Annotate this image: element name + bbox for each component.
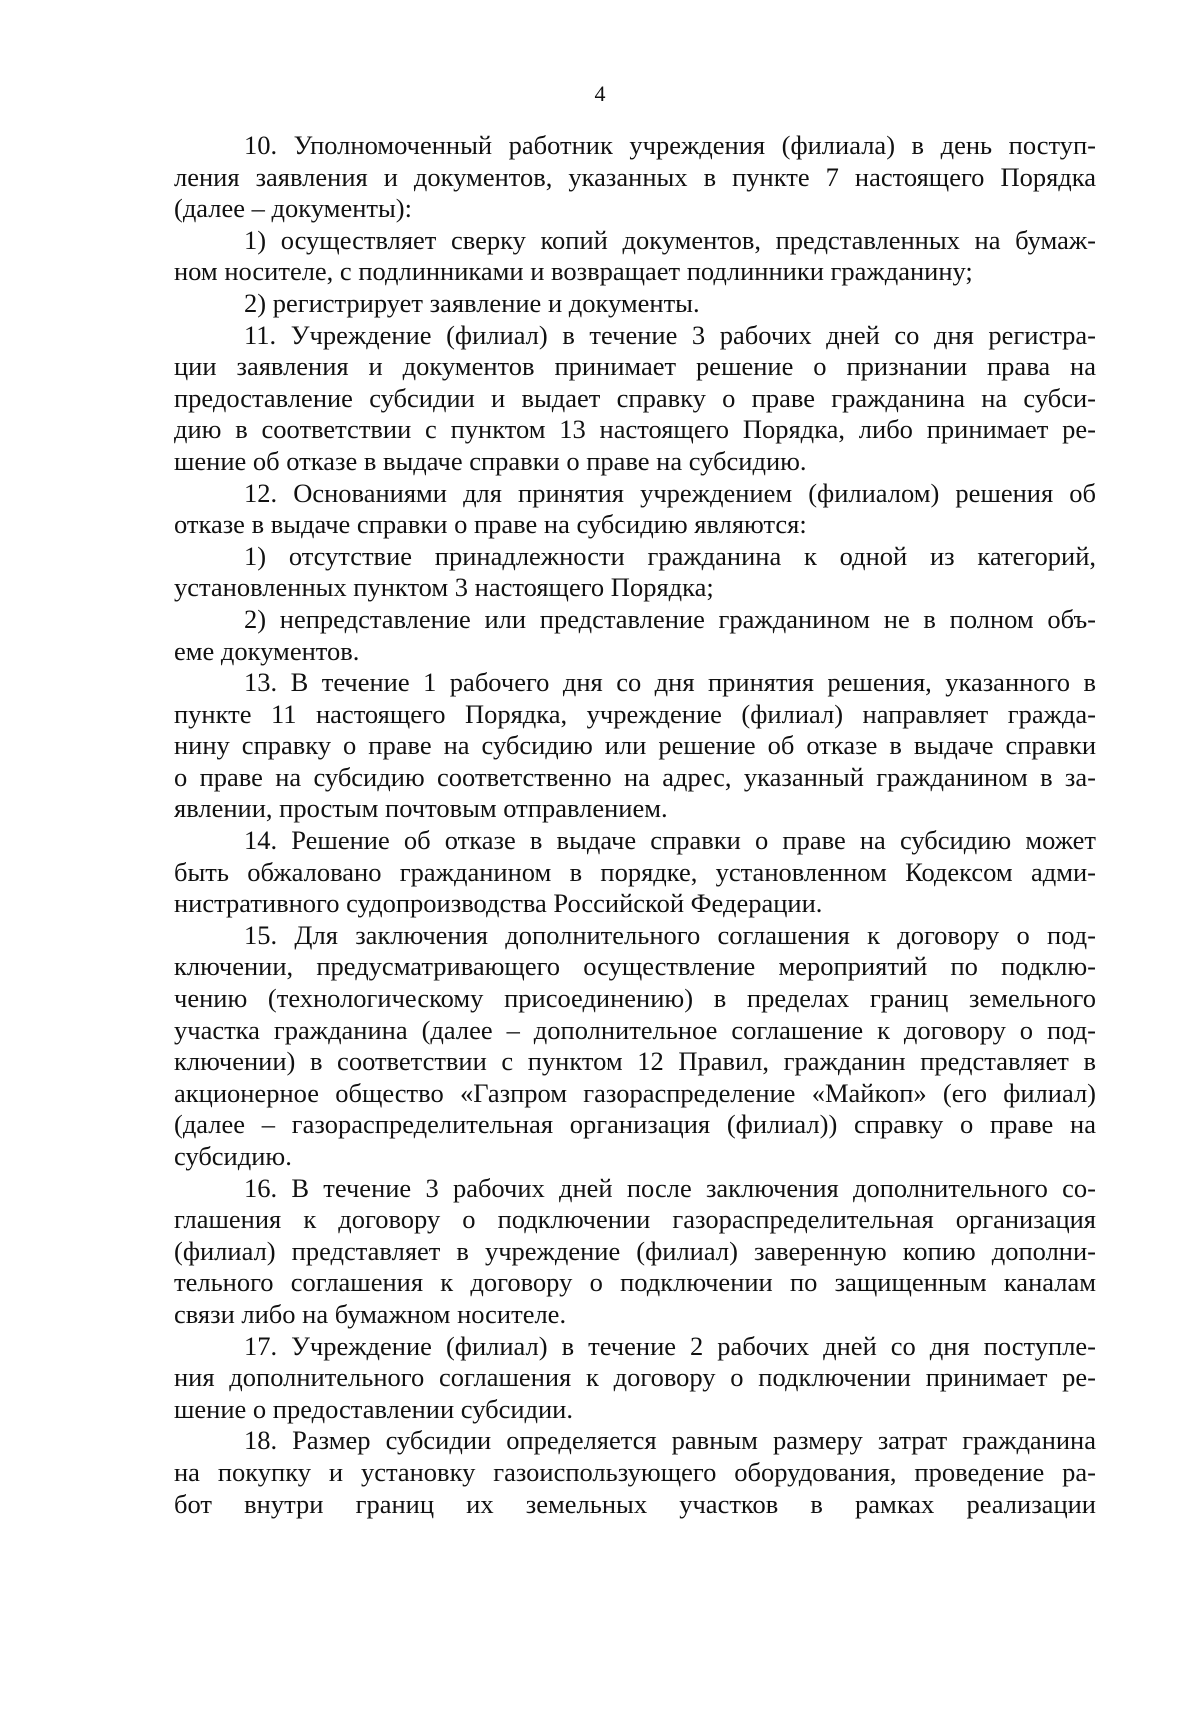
- text-line: 10. Уполномоченный работник учреждения (филиала) в день поступ-: [244, 130, 1096, 160]
- text-line: (далее – документы):: [174, 193, 412, 224]
- text-line: 15. Для заключения дополнительного соглашения к договору о под-: [244, 919, 1096, 950]
- text-line: ключении, предусматривающего осуществление мероприятий по подклю-: [174, 951, 1096, 982]
- text-line: установленных пунктом 3 настоящего Порядка;: [174, 572, 714, 603]
- text-line: (далее – газораспределительная организация (филиал)) справку о праве на: [174, 1109, 1096, 1140]
- text-line: дию в соответствии с пунктом 13 настоящего Порядка, либо принимает ре-: [174, 414, 1096, 445]
- text-line: тельного соглашения к договору о подключении по защищенным каналам: [174, 1267, 1096, 1298]
- text-line: 16. В течение 3 рабочих дней после заключения дополнительного со-: [244, 1172, 1096, 1203]
- text-line: нистративного судопроизводства Российской Федерации.: [174, 888, 823, 919]
- text-line: ном носителе, с подлинниками и возвращает подлинники гражданину;: [174, 256, 973, 287]
- text-line: ния дополнительного соглашения к договору о подключении принимает ре-: [174, 1362, 1096, 1393]
- text-line: 17. Учреждение (филиал) в течение 2 рабочих дней со дня поступле-: [244, 1330, 1096, 1361]
- text-line: отказе в выдаче справки о праве на субсидию являются:: [174, 509, 807, 540]
- text-line: шение о предоставлении субсидии.: [174, 1393, 573, 1424]
- text-line: на покупку и установку газоиспользующего оборудования, проведение ра-: [174, 1456, 1096, 1487]
- text-line: связи либо на бумажном носителе.: [174, 1298, 567, 1329]
- text-line: 2) регистрирует заявление и документы.: [244, 287, 700, 318]
- text-line: (филиал) представляет в учреждение (филиал) заверенную копию дополни-: [174, 1235, 1096, 1266]
- text-line: еме документов.: [174, 635, 360, 666]
- text-line: явлении, простым почтовым отправлением.: [174, 793, 668, 824]
- text-line: о праве на субсидию соответственно на адрес, указанный гражданином в за-: [174, 761, 1096, 792]
- text-line: 13. В течение 1 рабочего дня со дня принятия решения, указанного в: [244, 667, 1096, 698]
- text-line: акционерное общество «Газпром газораспределение «Майкоп» (его филиал): [174, 1077, 1096, 1108]
- text-line: нину справку о праве на субсидию или решение об отказе в выдаче справки: [174, 730, 1096, 761]
- text-line: субсидию.: [174, 1141, 292, 1171]
- text-line: чению (технологическому присоединению) в пределах границ земельного: [174, 983, 1096, 1014]
- text-line: быть обжаловано гражданином в порядке, установленном Кодексом адми-: [174, 856, 1096, 887]
- text-line: 14. Решение об отказе в выдаче справки о праве на субсидию может: [244, 825, 1096, 856]
- text-line: ления заявления и документов, указанных в пункте 7 настоящего Порядка: [174, 161, 1096, 192]
- text-line: 1) осуществляет сверку копий документов, представленных на бумаж-: [244, 224, 1096, 255]
- text-line: ции заявления и документов принимает решение о признании права на: [174, 351, 1096, 382]
- text-line: предоставление субсидии и выдает справку о праве гражданина на субси-: [174, 382, 1096, 413]
- text-line: участка гражданина (далее – дополнительное соглашение к договору о под-: [174, 1014, 1096, 1045]
- text-line: бот внутри границ их земельных участков в рамках реализации: [174, 1488, 1096, 1519]
- text-line: глашения к договору о подключении газораспределительная организация: [174, 1204, 1096, 1235]
- text-line: 11. Учреждение (филиал) в течение 3 рабочих дней со дня регистра-: [244, 319, 1096, 350]
- text-line: 18. Размер субсидии определяется равным размеру затрат гражданина: [244, 1425, 1096, 1456]
- text-line: 12. Основаниями для принятия учреждением (филиалом) решения об: [244, 477, 1096, 508]
- text-line: шение об отказе в выдаче справки о праве на субсидию.: [174, 445, 807, 476]
- document-body: [174, 130, 1096, 1520]
- text-line: 2) непредставление или представление гражданином не в полном объ-: [244, 603, 1096, 634]
- text-line: 1) отсутствие принадлежности гражданина к одной из категорий,: [244, 540, 1096, 571]
- page-number: 4: [594, 81, 606, 106]
- text-line: ключении) в соответствии с пунктом 12 Правил, гражданин представляет в: [174, 1046, 1096, 1077]
- text-line: пункте 11 настоящего Порядка, учреждение (филиал) направляет гражда-: [174, 698, 1096, 729]
